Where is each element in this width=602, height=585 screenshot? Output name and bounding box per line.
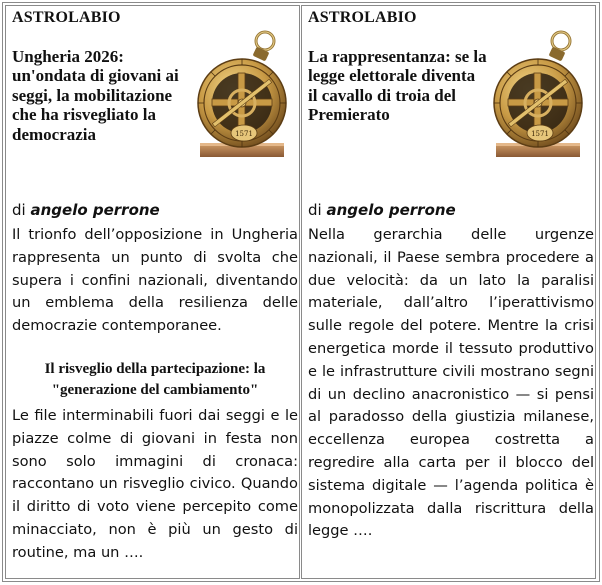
article-card-rappresentanza[interactable] xyxy=(301,5,596,579)
astrolabe-year: 1571 xyxy=(531,130,549,138)
article-excerpt: Nella gerarchia delle urgenze nazionali, il Paese sembra procedere a due velocità: da un lato la paralisi materiale, dall’altro l’iperattivismo sulle regole del potere. Mentre la crisi energetica morde il tessuto produttivo e le infrastrutture civili mostrano segni di un declino anacronistico — si pensi al paradosso della giustizia milanese, eccellenza europea costretta a regredire alla carta per il blocco del sistema digitale — l’agenda politica è monopolizzata dalla riscrittura della legge …. xyxy=(308,226,594,540)
byline-prefix: di xyxy=(308,201,322,219)
author-name[interactable]: angelo perrone xyxy=(30,201,160,219)
byline xyxy=(12,201,160,219)
byline xyxy=(308,201,456,219)
article-card-ungheria[interactable] xyxy=(5,5,300,579)
article-grid xyxy=(2,2,600,582)
astrolabe-icon xyxy=(192,23,292,163)
section-kicker: ASTROLABIO xyxy=(12,9,121,26)
byline-prefix: di xyxy=(12,201,26,219)
section-kicker: ASTROLABIO xyxy=(308,9,417,26)
article-title[interactable]: La rappresentanza: se la legge elettorale diventa il cavallo di troia del Premierato xyxy=(308,47,487,125)
article-subheading: Il risveglio della partecipazione: la "generazione del cambiamento" xyxy=(44,361,266,398)
article-title[interactable]: Ungheria 2026: un'ondata di giovani ai seggi, la mobilitazione che ha risvegliato la democrazia xyxy=(12,47,179,144)
article-intro: Il trionfo dell’opposizione in Ungheria rappresenta un punto di svolta che supera i confini nazionali, diventando un emblema della resilienza delle democrazie contemporanee. xyxy=(12,226,298,335)
astrolabe-icon xyxy=(488,23,588,163)
astrolabe-year: 1571 xyxy=(235,130,253,138)
author-name[interactable]: angelo perrone xyxy=(326,201,456,219)
article-excerpt: Le file interminabili fuori dai seggi e le piazze colme di giovani in festa non sono solo immagini di cronaca: raccontano un risveglio civico. Quando il diritto di voto viene percepito come minacciato, non è più un gesto di routine, ma un …. xyxy=(12,407,298,561)
